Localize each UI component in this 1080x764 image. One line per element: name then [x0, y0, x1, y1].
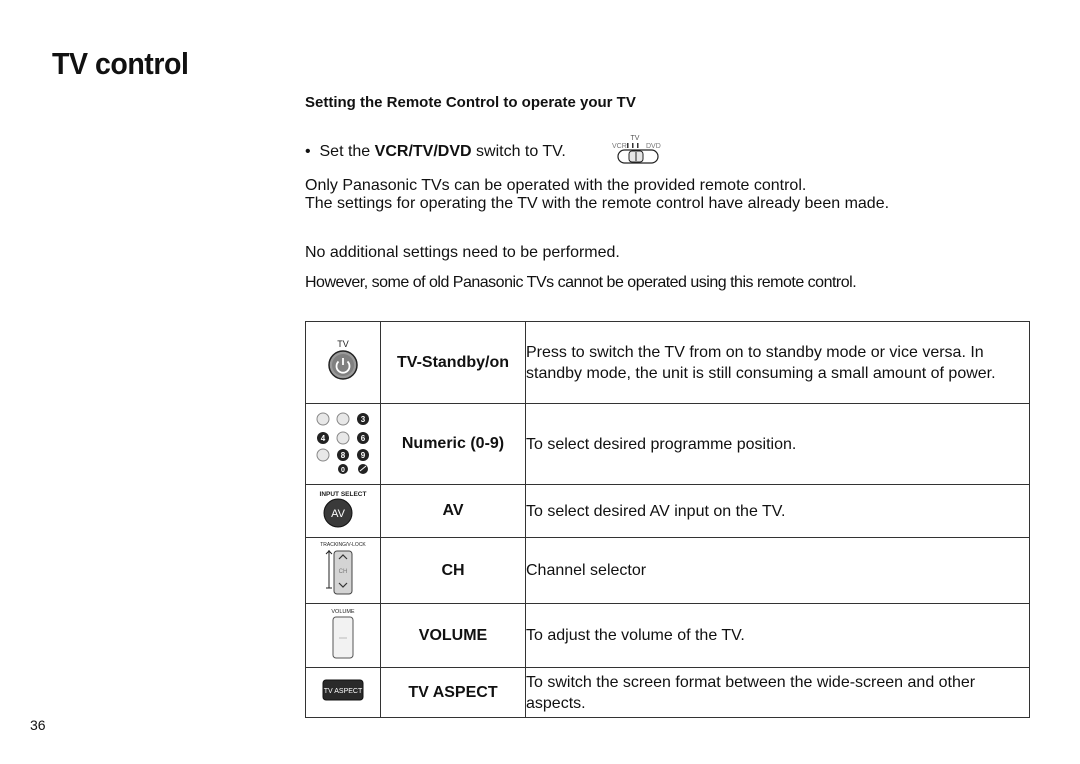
- control-desc-volume: To adjust the volume of the TV.: [526, 604, 1030, 668]
- ch-button-text: CH: [338, 569, 348, 575]
- control-desc-av: To select desired AV input on the TV.: [526, 485, 1030, 538]
- key-0-label: 0: [341, 466, 345, 474]
- paragraph-old-tvs: However, some of old Panasonic TVs cannot be operated using this remote control.: [305, 274, 857, 291]
- table-row: [306, 404, 1030, 485]
- channel-rocker-icon: [318, 540, 368, 596]
- key-8-label: 8: [340, 450, 346, 460]
- bullet-marker: •: [305, 143, 311, 160]
- paragraph-no-settings: No additional settings need to be performed.: [305, 244, 620, 261]
- switch-tv-label: TV: [630, 135, 640, 142]
- paragraph-settings-made: The settings for operating the TV with the remote control have already been made.: [305, 195, 890, 212]
- control-desc-tv-aspect: To switch the screen format between the wide-screen and other aspects.: [526, 668, 1030, 718]
- numeric-keypad-icon: [312, 410, 374, 474]
- ch-icon-label: TRACKING/V-LOCK: [320, 542, 366, 548]
- key-4-label: 4: [320, 433, 326, 443]
- volume-icon-label: VOLUME: [331, 609, 355, 615]
- power-icon-label: TV: [337, 339, 349, 349]
- page-number: 36: [30, 717, 46, 733]
- key-3-label: 3: [360, 414, 366, 424]
- control-name-numeric: Numeric (0-9): [381, 404, 526, 485]
- control-desc-standby: Press to switch the TV from on to standby mode or vice versa. In standby mode, the unit is still consuming a small amount of power.: [526, 322, 1030, 404]
- bullet-prefix: Set the: [319, 143, 375, 160]
- control-name-tv-aspect: TV ASPECT: [381, 668, 526, 718]
- table-row: [306, 538, 1030, 604]
- control-name-standby: TV-Standby/on: [381, 322, 526, 404]
- vcr-tv-dvd-switch-icon: [612, 133, 662, 165]
- key-6-label: 6: [360, 433, 366, 443]
- control-desc-numeric: To select desired programme position.: [526, 404, 1030, 485]
- av-button-text: AV: [331, 507, 345, 520]
- av-button-icon: [318, 489, 368, 529]
- section-heading: Setting the Remote Control to operate your TV: [305, 94, 636, 111]
- av-icon-label: INPUT SELECT: [319, 490, 367, 498]
- volume-rocker-icon: [323, 606, 363, 660]
- page-title: TV control: [52, 46, 189, 81]
- control-name-ch: CH: [381, 538, 526, 604]
- table-row: [306, 604, 1030, 668]
- switch-name: VCR/TV/DVD: [374, 143, 472, 160]
- controls-table: [305, 321, 1030, 718]
- control-name-av: AV: [381, 485, 526, 538]
- control-desc-ch: Channel selector: [526, 538, 1030, 604]
- tv-aspect-button-text: TV ASPECT: [323, 688, 363, 695]
- paragraph-panasonic-only: Only Panasonic TVs can be operated with the provided remote control.: [305, 177, 807, 194]
- bullet-suffix: switch to TV.: [471, 143, 566, 160]
- control-name-volume: VOLUME: [381, 604, 526, 668]
- instruction-bullet: [305, 143, 566, 161]
- table-row: [306, 668, 1030, 718]
- table-row: [306, 322, 1030, 404]
- power-button-icon: [323, 338, 363, 382]
- tv-aspect-button-icon: [322, 679, 364, 701]
- switch-vcr-label: VCR: [612, 143, 627, 150]
- key-9-label: 9: [360, 450, 366, 460]
- switch-dvd-label: DVD: [646, 143, 661, 150]
- table-row: [306, 485, 1030, 538]
